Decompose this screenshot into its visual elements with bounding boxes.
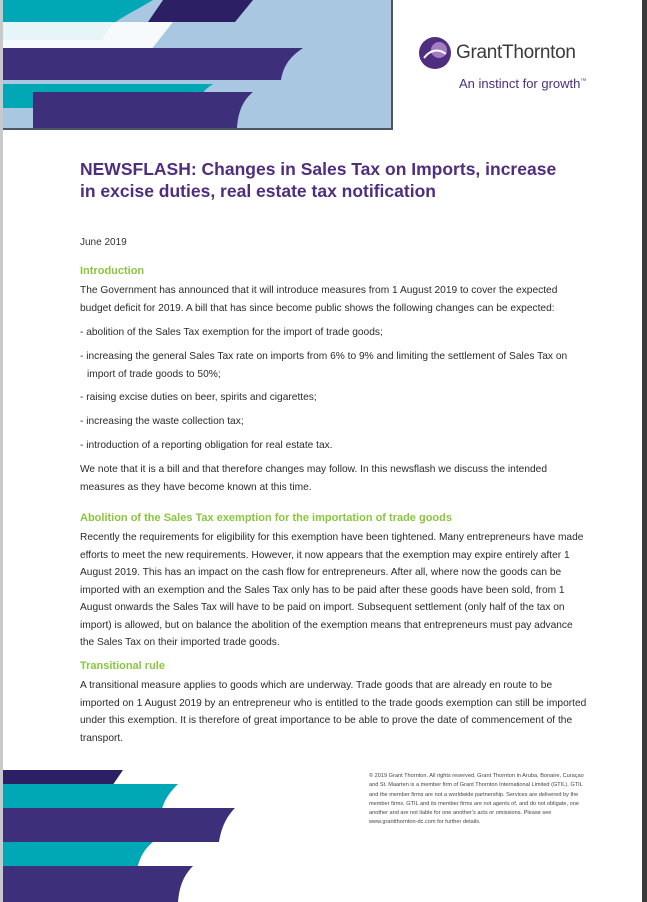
bullet-item: - increasing the waste collection tax; — [80, 416, 244, 427]
section-heading-introduction: Introduction — [80, 265, 145, 277]
header-stripes — [3, 0, 391, 128]
bullet-item: - increasing the general Sales Tax rate on imports from 6% to 9% and limiting the settlement of Sales Tax on import of trade goods to 50%; — [80, 351, 568, 380]
bullet-item: - introduction of a reporting obligation for real estate tax. — [80, 440, 333, 451]
grant-thornton-logo — [418, 36, 598, 96]
logo-tagline-text: An instinct for growth — [459, 76, 581, 91]
logo-trademark: ™ — [580, 78, 587, 85]
header-graphic — [3, 0, 393, 130]
bullet-item: - abolition of the Sales Tax exemption for the import of trade goods; — [80, 327, 383, 338]
publication-date: June 2019 — [80, 237, 127, 248]
purple-band-1 — [3, 48, 303, 80]
footer-purple-band-2 — [3, 866, 193, 902]
section-heading-abolition: Abolition of the Sales Tax exemption for the importation of trade goods — [80, 512, 452, 524]
page-edge-right — [642, 0, 647, 902]
footer-purple-band-1 — [3, 808, 235, 842]
footer-graphic — [3, 770, 240, 902]
page-title: NEWSFLASH: Changes in Sales Tax on Imports, increase in excise duties, real estate tax notification — [80, 159, 557, 201]
section-heading-transitional: Transitional rule — [80, 660, 165, 672]
copyright-notice: © 2019 Grant Thornton. All rights reserved. Grant Thornton in Aruba, Bonaire, Curaçao and St. Maarten is a member firm of Grant Thornton International Limited (GTIL). GTIL and the member firms are not a worldwide partnership. Services are delivered by the member firms. GTIL and its member firms are not agents of, and do not obligate, one another and are not liable for one another's acts or omissions. Please see www.grantthornton-dc.com for further details. — [369, 773, 584, 826]
dark-band — [148, 0, 253, 22]
intro-paragraph-2: We note that it is a bill and that therefore changes may follow. In this newsflash we discuss the intended measures as they have become known at this time. — [80, 464, 548, 493]
footer-teal-band-2 — [3, 842, 153, 870]
bullet-item: - raising excise duties on beer, spirits and cigarettes; — [80, 392, 317, 403]
intro-paragraph-1: The Government has announced that it will introduce measures from 1 August 2019 to cover the expected budget deficit for 2019. A bill that has since become public shows the following changes can be expected: — [80, 285, 558, 314]
logo-name: GrantThornton — [456, 42, 576, 63]
purple-band-2 — [33, 92, 253, 128]
footer-stripes — [3, 770, 240, 902]
abolition-paragraph: Recently the requirements for eligibility for this exemption have been tightened. Many entrepreneurs have made efforts to meet the new requirements. However, it now appears that the exemption may expire entirely after 1 August 2019. This has an impact on the cash flow for entrepreneurs. After all, where now the goods can be imported with an exemption and the Sales Tax only has to be paid after these goods have been sold, from 1 August onwards the Sales Tax will have to be paid on import. Subsequent settlement (only half of the tax on import) is allowed, but on balance the abolition of the exemption means that entrepreneurs must pay advance the Sales Tax on their imported trade goods. — [80, 532, 584, 648]
page-edge-left — [0, 0, 3, 902]
logo-mark-icon — [418, 36, 452, 70]
transitional-paragraph: A transitional measure applies to goods which are underway. Trade goods that are already en route to be imported on 1 August 2019 by an entrepreneur who is entitled to the trade goods exemption can still be imported under this exemption. It is therefore of great importance to be able to prove the date of commencement of the transport. — [80, 680, 587, 744]
logo-tagline — [459, 76, 586, 91]
